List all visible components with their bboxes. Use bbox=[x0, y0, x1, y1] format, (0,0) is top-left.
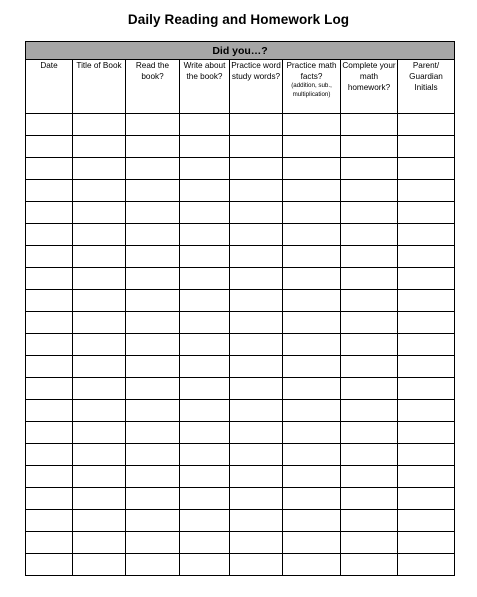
cell-practice-math-facts[interactable] bbox=[283, 510, 341, 532]
cell-title-of-book[interactable] bbox=[73, 246, 126, 268]
cell-title-of-book[interactable] bbox=[73, 334, 126, 356]
cell-date[interactable] bbox=[26, 356, 73, 378]
cell-complete-math-homework[interactable] bbox=[341, 290, 398, 312]
cell-date[interactable] bbox=[26, 290, 73, 312]
cell-parent-initials[interactable] bbox=[398, 422, 455, 444]
cell-read-the-book[interactable] bbox=[126, 268, 180, 290]
cell-practice-word-study[interactable] bbox=[230, 488, 283, 510]
cell-write-about-book[interactable] bbox=[180, 510, 230, 532]
header-complete-math-homework bbox=[341, 60, 398, 114]
cell-parent-initials[interactable] bbox=[398, 180, 455, 202]
cell-write-about-book[interactable] bbox=[180, 246, 230, 268]
cell-read-the-book[interactable] bbox=[126, 180, 180, 202]
header-practice-math-facts bbox=[283, 60, 341, 114]
cell-complete-math-homework[interactable] bbox=[341, 422, 398, 444]
cell-date[interactable] bbox=[26, 466, 73, 488]
cell-parent-initials[interactable] bbox=[398, 290, 455, 312]
table-row bbox=[26, 180, 455, 202]
cell-parent-initials[interactable] bbox=[398, 378, 455, 400]
header-practice-math-facts-label: Practice math facts? bbox=[286, 61, 337, 81]
header-read-the-book bbox=[126, 60, 180, 114]
cell-parent-initials[interactable] bbox=[398, 312, 455, 334]
cell-practice-math-facts[interactable] bbox=[283, 224, 341, 246]
cell-complete-math-homework[interactable] bbox=[341, 400, 398, 422]
table-row bbox=[26, 268, 455, 290]
cell-read-the-book[interactable] bbox=[126, 158, 180, 180]
cell-title-of-book[interactable] bbox=[73, 466, 126, 488]
header-complete-math-homework-label: Complete your math homework? bbox=[342, 61, 396, 92]
cell-practice-math-facts[interactable] bbox=[283, 246, 341, 268]
header-title-of-book bbox=[73, 60, 126, 114]
cell-write-about-book[interactable] bbox=[180, 158, 230, 180]
cell-date[interactable] bbox=[26, 400, 73, 422]
cell-read-the-book[interactable] bbox=[126, 114, 180, 136]
cell-read-the-book[interactable] bbox=[126, 422, 180, 444]
cell-title-of-book[interactable] bbox=[73, 356, 126, 378]
cell-read-the-book[interactable] bbox=[126, 378, 180, 400]
cell-practice-math-facts[interactable] bbox=[283, 202, 341, 224]
cell-write-about-book[interactable] bbox=[180, 290, 230, 312]
cell-practice-math-facts[interactable] bbox=[283, 554, 341, 576]
cell-date[interactable] bbox=[26, 422, 73, 444]
cell-practice-word-study[interactable] bbox=[230, 246, 283, 268]
header-practice-word-study-label: Practice word study words? bbox=[231, 61, 281, 81]
table-row bbox=[26, 290, 455, 312]
cell-parent-initials[interactable] bbox=[398, 488, 455, 510]
cell-write-about-book[interactable] bbox=[180, 378, 230, 400]
cell-practice-word-study[interactable] bbox=[230, 224, 283, 246]
cell-practice-math-facts[interactable] bbox=[283, 312, 341, 334]
cell-title-of-book[interactable] bbox=[73, 532, 126, 554]
cell-complete-math-homework[interactable] bbox=[341, 136, 398, 158]
cell-title-of-book[interactable] bbox=[73, 488, 126, 510]
table-row bbox=[26, 136, 455, 158]
cell-read-the-book[interactable] bbox=[126, 444, 180, 466]
cell-complete-math-homework[interactable] bbox=[341, 202, 398, 224]
cell-date[interactable] bbox=[26, 488, 73, 510]
cell-title-of-book[interactable] bbox=[73, 554, 126, 576]
cell-parent-initials[interactable] bbox=[398, 554, 455, 576]
cell-practice-math-facts[interactable] bbox=[283, 444, 341, 466]
cell-write-about-book[interactable] bbox=[180, 312, 230, 334]
cell-complete-math-homework[interactable] bbox=[341, 466, 398, 488]
table-row bbox=[26, 532, 455, 554]
cell-parent-initials[interactable] bbox=[398, 400, 455, 422]
cell-parent-initials[interactable] bbox=[398, 158, 455, 180]
cell-practice-math-facts[interactable] bbox=[283, 136, 341, 158]
table-row bbox=[26, 114, 455, 136]
cell-practice-math-facts[interactable] bbox=[283, 466, 341, 488]
cell-complete-math-homework[interactable] bbox=[341, 510, 398, 532]
cell-complete-math-homework[interactable] bbox=[341, 378, 398, 400]
header-practice-word-study bbox=[230, 60, 283, 114]
cell-write-about-book[interactable] bbox=[180, 400, 230, 422]
cell-date[interactable] bbox=[26, 180, 73, 202]
cell-parent-initials[interactable] bbox=[398, 510, 455, 532]
cell-practice-math-facts[interactable] bbox=[283, 180, 341, 202]
cell-practice-word-study[interactable] bbox=[230, 356, 283, 378]
header-row bbox=[26, 60, 455, 114]
header-parent-initials bbox=[398, 60, 455, 114]
cell-read-the-book[interactable] bbox=[126, 246, 180, 268]
cell-read-the-book[interactable] bbox=[126, 532, 180, 554]
cell-complete-math-homework[interactable] bbox=[341, 224, 398, 246]
cell-title-of-book[interactable] bbox=[73, 114, 126, 136]
cell-complete-math-homework[interactable] bbox=[341, 158, 398, 180]
cell-parent-initials[interactable] bbox=[398, 202, 455, 224]
cell-complete-math-homework[interactable] bbox=[341, 444, 398, 466]
cell-practice-word-study[interactable] bbox=[230, 378, 283, 400]
cell-parent-initials[interactable] bbox=[398, 224, 455, 246]
cell-write-about-book[interactable] bbox=[180, 334, 230, 356]
cell-practice-word-study[interactable] bbox=[230, 334, 283, 356]
cell-read-the-book[interactable] bbox=[126, 312, 180, 334]
table-row bbox=[26, 466, 455, 488]
page-title: Daily Reading and Homework Log bbox=[127, 12, 350, 27]
cell-date[interactable] bbox=[26, 554, 73, 576]
cell-title-of-book[interactable] bbox=[73, 224, 126, 246]
cell-date[interactable] bbox=[26, 246, 73, 268]
cell-title-of-book[interactable] bbox=[73, 510, 126, 532]
cell-complete-math-homework[interactable] bbox=[341, 356, 398, 378]
cell-practice-word-study[interactable] bbox=[230, 114, 283, 136]
cell-parent-initials[interactable] bbox=[398, 444, 455, 466]
cell-parent-initials[interactable] bbox=[398, 268, 455, 290]
log-body bbox=[26, 114, 455, 576]
cell-practice-word-study[interactable] bbox=[230, 554, 283, 576]
cell-practice-math-facts[interactable] bbox=[283, 422, 341, 444]
cell-write-about-book[interactable] bbox=[180, 444, 230, 466]
cell-date[interactable] bbox=[26, 378, 73, 400]
cell-title-of-book[interactable] bbox=[73, 180, 126, 202]
cell-practice-word-study[interactable] bbox=[230, 400, 283, 422]
cell-parent-initials[interactable] bbox=[398, 466, 455, 488]
cell-complete-math-homework[interactable] bbox=[341, 246, 398, 268]
cell-read-the-book[interactable] bbox=[126, 224, 180, 246]
cell-practice-word-study[interactable] bbox=[230, 158, 283, 180]
cell-date[interactable] bbox=[26, 202, 73, 224]
cell-practice-word-study[interactable] bbox=[230, 444, 283, 466]
cell-read-the-book[interactable] bbox=[126, 554, 180, 576]
cell-write-about-book[interactable] bbox=[180, 114, 230, 136]
cell-date[interactable] bbox=[26, 312, 73, 334]
cell-complete-math-homework[interactable] bbox=[341, 312, 398, 334]
cell-complete-math-homework[interactable] bbox=[341, 488, 398, 510]
cell-practice-word-study[interactable] bbox=[230, 290, 283, 312]
cell-complete-math-homework[interactable] bbox=[341, 268, 398, 290]
cell-practice-math-facts[interactable] bbox=[283, 356, 341, 378]
cell-practice-word-study[interactable] bbox=[230, 532, 283, 554]
cell-write-about-book[interactable] bbox=[180, 202, 230, 224]
cell-write-about-book[interactable] bbox=[180, 554, 230, 576]
table-row bbox=[26, 224, 455, 246]
cell-title-of-book[interactable] bbox=[73, 400, 126, 422]
table-row bbox=[26, 202, 455, 224]
cell-practice-word-study[interactable] bbox=[230, 466, 283, 488]
cell-complete-math-homework[interactable] bbox=[341, 532, 398, 554]
table-row bbox=[26, 554, 455, 576]
cell-write-about-book[interactable] bbox=[180, 422, 230, 444]
cell-parent-initials[interactable] bbox=[398, 246, 455, 268]
cell-read-the-book[interactable] bbox=[126, 334, 180, 356]
cell-practice-word-study[interactable] bbox=[230, 510, 283, 532]
header-title-of-book-label: Title of Book bbox=[76, 61, 122, 70]
table-row bbox=[26, 356, 455, 378]
cell-date[interactable] bbox=[26, 444, 73, 466]
cell-date[interactable] bbox=[26, 114, 73, 136]
table-row bbox=[26, 158, 455, 180]
table-row bbox=[26, 334, 455, 356]
cell-read-the-book[interactable] bbox=[126, 510, 180, 532]
header-date bbox=[26, 60, 73, 114]
cell-parent-initials[interactable] bbox=[398, 356, 455, 378]
cell-title-of-book[interactable] bbox=[73, 422, 126, 444]
cell-write-about-book[interactable] bbox=[180, 466, 230, 488]
cell-write-about-book[interactable] bbox=[180, 268, 230, 290]
header-write-about-book-label: Write about the book? bbox=[183, 61, 226, 81]
cell-read-the-book[interactable] bbox=[126, 356, 180, 378]
table-row bbox=[26, 312, 455, 334]
header-write-about-book bbox=[180, 60, 230, 114]
cell-practice-math-facts[interactable] bbox=[283, 334, 341, 356]
cell-practice-word-study[interactable] bbox=[230, 136, 283, 158]
cell-parent-initials[interactable] bbox=[398, 334, 455, 356]
cell-read-the-book[interactable] bbox=[126, 136, 180, 158]
cell-practice-word-study[interactable] bbox=[230, 202, 283, 224]
cell-read-the-book[interactable] bbox=[126, 400, 180, 422]
header-date-label: Date bbox=[40, 61, 58, 70]
cell-practice-math-facts[interactable] bbox=[283, 532, 341, 554]
cell-practice-math-facts[interactable] bbox=[283, 158, 341, 180]
cell-complete-math-homework[interactable] bbox=[341, 554, 398, 576]
cell-title-of-book[interactable] bbox=[73, 312, 126, 334]
table-row bbox=[26, 488, 455, 510]
cell-date[interactable] bbox=[26, 158, 73, 180]
header-read-the-book-label: Read the book? bbox=[135, 61, 170, 81]
cell-parent-initials[interactable] bbox=[398, 136, 455, 158]
banner-did-you: Did you…? bbox=[26, 42, 455, 60]
table-row bbox=[26, 246, 455, 268]
cell-date[interactable] bbox=[26, 510, 73, 532]
banner-row bbox=[26, 42, 455, 60]
cell-title-of-book[interactable] bbox=[73, 158, 126, 180]
cell-date[interactable] bbox=[26, 268, 73, 290]
cell-write-about-book[interactable] bbox=[180, 532, 230, 554]
cell-date[interactable] bbox=[26, 532, 73, 554]
cell-date[interactable] bbox=[26, 136, 73, 158]
table-row bbox=[26, 444, 455, 466]
cell-parent-initials[interactable] bbox=[398, 114, 455, 136]
cell-practice-word-study[interactable] bbox=[230, 180, 283, 202]
table-row bbox=[26, 400, 455, 422]
header-practice-math-facts-sub: (addition, sub., multiplication) bbox=[291, 82, 332, 98]
cell-title-of-book[interactable] bbox=[73, 378, 126, 400]
cell-practice-math-facts[interactable] bbox=[283, 114, 341, 136]
cell-practice-word-study[interactable] bbox=[230, 268, 283, 290]
cell-complete-math-homework[interactable] bbox=[341, 334, 398, 356]
cell-complete-math-homework[interactable] bbox=[341, 180, 398, 202]
table-row bbox=[26, 378, 455, 400]
cell-read-the-book[interactable] bbox=[126, 466, 180, 488]
table-row bbox=[26, 510, 455, 532]
cell-date[interactable] bbox=[26, 334, 73, 356]
cell-date[interactable] bbox=[26, 224, 73, 246]
cell-title-of-book[interactable] bbox=[73, 202, 126, 224]
cell-read-the-book[interactable] bbox=[126, 202, 180, 224]
cell-practice-math-facts[interactable] bbox=[283, 268, 341, 290]
cell-parent-initials[interactable] bbox=[398, 532, 455, 554]
cell-read-the-book[interactable] bbox=[126, 488, 180, 510]
cell-write-about-book[interactable] bbox=[180, 180, 230, 202]
cell-complete-math-homework[interactable] bbox=[341, 114, 398, 136]
cell-practice-math-facts[interactable] bbox=[283, 290, 341, 312]
cell-title-of-book[interactable] bbox=[73, 444, 126, 466]
cell-practice-word-study[interactable] bbox=[230, 422, 283, 444]
cell-title-of-book[interactable] bbox=[73, 268, 126, 290]
cell-write-about-book[interactable] bbox=[180, 488, 230, 510]
cell-practice-word-study[interactable] bbox=[230, 312, 283, 334]
cell-title-of-book[interactable] bbox=[73, 290, 126, 312]
cell-practice-math-facts[interactable] bbox=[283, 488, 341, 510]
header-parent-initials-label: Parent/ Guardian Initials bbox=[409, 61, 443, 92]
table-row bbox=[26, 422, 455, 444]
log-table bbox=[25, 41, 455, 576]
cell-practice-math-facts[interactable] bbox=[283, 378, 341, 400]
cell-write-about-book[interactable] bbox=[180, 224, 230, 246]
cell-write-about-book[interactable] bbox=[180, 136, 230, 158]
cell-write-about-book[interactable] bbox=[180, 356, 230, 378]
cell-read-the-book[interactable] bbox=[126, 290, 180, 312]
cell-practice-math-facts[interactable] bbox=[283, 400, 341, 422]
cell-title-of-book[interactable] bbox=[73, 136, 126, 158]
